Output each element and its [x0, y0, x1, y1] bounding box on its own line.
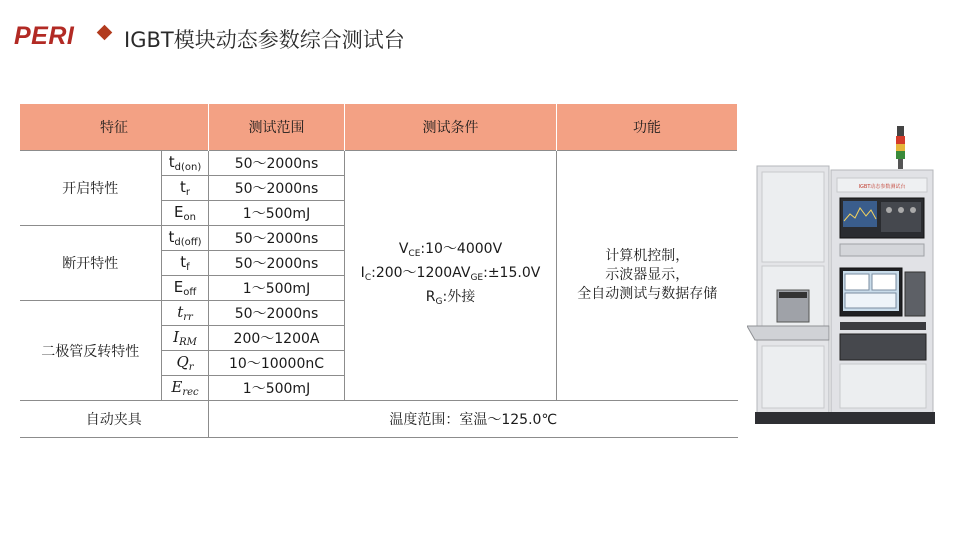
range-cell: 200～1200A: [209, 326, 345, 351]
param-eon: $E_{on}$: [162, 201, 209, 226]
cabinet-base: [755, 412, 935, 424]
group-turn-off: 断开特性: [20, 226, 162, 301]
range-cell: 1～500mJ: [209, 276, 345, 301]
function-line-1: 计算机控制，: [605, 248, 690, 264]
range-cell: 50～2000ns: [209, 251, 345, 276]
table-row: [20, 151, 738, 176]
range-cell: 50～2000ns: [209, 226, 345, 251]
param-td-on: $t_{d(on)}$: [162, 151, 209, 176]
oscilloscope-knob: [898, 207, 904, 213]
keyboard-tray: [840, 322, 926, 330]
param-qr: $Q_r$: [162, 351, 209, 376]
group-turn-on: 开启特性: [20, 151, 162, 226]
oscilloscope-knob-panel: [881, 202, 921, 232]
header-range: 测试范围: [209, 104, 345, 151]
condition-ic-vge: $I_C:200\sim 1200AV_{GE}:\pm 15.0V$: [360, 264, 541, 283]
param-td-off: $t_{d(off)}$: [162, 226, 209, 251]
function-cell: [557, 151, 738, 401]
signal-light-yellow: [896, 144, 905, 151]
signal-light-red: [896, 136, 905, 144]
table-footer-row: [20, 401, 738, 438]
signal-light-green: [896, 151, 905, 159]
peri-logo: PERI: [14, 22, 75, 50]
diamond-bullet-icon: [97, 25, 113, 41]
test-conditions-cell: [345, 151, 557, 401]
temperature-range: 温度范围：室温～125.0℃: [209, 401, 738, 438]
condition-rg: $R_G$:外接: [425, 288, 476, 307]
range-cell: 50～2000ns: [209, 176, 345, 201]
signal-tower-pole: [898, 159, 903, 169]
param-eoff: $E_{off}$: [162, 276, 209, 301]
oscilloscope-knob: [886, 207, 892, 213]
left-cabinet-upper-panel: [762, 172, 824, 262]
range-cell: 50～2000ns: [209, 151, 345, 176]
monitor-waveform-panel: [872, 274, 896, 290]
right-cabinet-lower-panel: [840, 364, 926, 408]
condition-vce: $V_{CE}:10\sim 4000V$: [398, 240, 503, 259]
function-line-2: 示波器显示，: [605, 267, 690, 283]
oscilloscope-knob: [910, 207, 916, 213]
oscilloscope-screen: [843, 201, 877, 227]
spec-table: [19, 104, 738, 438]
param-tf: $t_f$: [162, 251, 209, 276]
power-unit: [840, 334, 926, 360]
fixture-label: 自动夹具: [20, 401, 209, 438]
control-panel: [905, 272, 925, 316]
monitor-data-panel: [845, 293, 896, 308]
header-conditions: 测试条件: [345, 104, 557, 151]
table-header-row: [20, 104, 738, 151]
fixture-clamp: [779, 292, 807, 298]
range-cell: 1～500mJ: [209, 376, 345, 401]
test-bench-cabinet-image: [747, 126, 937, 426]
param-irm: $I_{RM}$: [162, 326, 209, 351]
param-trr: $t_{rr}$: [162, 301, 209, 326]
left-cabinet-lower-panel: [762, 346, 824, 408]
cabinet-nameplate-label: IGBT动态参数测试台: [858, 184, 906, 190]
monitor-waveform-panel: [845, 274, 869, 290]
page-title: IGBT模块动态参数综合测试台: [124, 28, 405, 52]
fixture-tray: [747, 326, 829, 340]
function-line-3: 全自动测试与数据存储: [577, 286, 718, 302]
range-cell: 50～2000ns: [209, 301, 345, 326]
range-cell: 10～10000nC: [209, 351, 345, 376]
header-feature: 特征: [20, 104, 209, 151]
instrument-drawer: [840, 244, 924, 256]
range-cell: 1～500mJ: [209, 201, 345, 226]
param-erec: $E_{rec}$: [162, 376, 209, 401]
group-diode-reverse: 二极管反转特性: [20, 301, 162, 401]
signal-tower-top: [897, 126, 904, 136]
param-tr: $t_r$: [162, 176, 209, 201]
header-function: 功能: [557, 104, 738, 151]
